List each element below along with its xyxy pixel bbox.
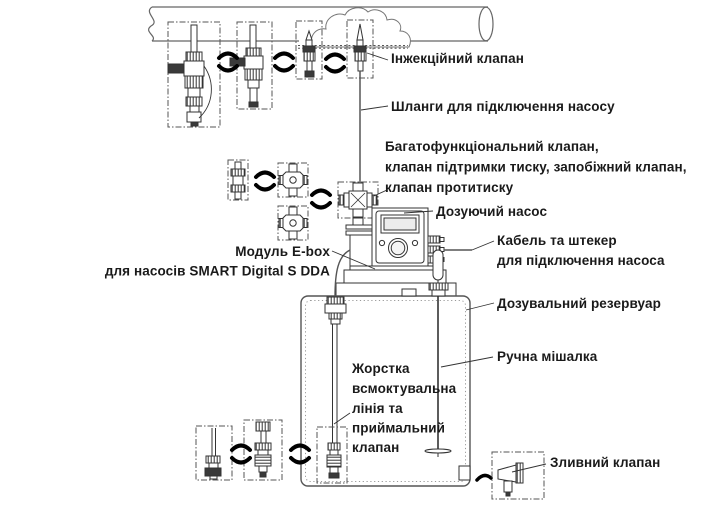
- cross-valve-option: [279, 207, 307, 239]
- label-suction-line: приймальний: [352, 420, 446, 436]
- pump-button-icon: [379, 240, 384, 245]
- label-suction-line: клапан: [352, 440, 400, 455]
- label-manual-mixer: Ручна мішалка: [497, 349, 598, 364]
- label-multifunction-valve: клапан підтримки тиску, запобіжний клапан,: [385, 159, 687, 175]
- ball-valve-handle-icon: [168, 64, 184, 73]
- foot-valve: [327, 443, 341, 478]
- tank-cap-icon: [402, 289, 416, 296]
- pump-button-icon: [412, 240, 417, 245]
- label-suction-line: лінія та: [352, 401, 403, 416]
- label-drain-valve: Зливний клапан: [550, 455, 661, 470]
- mixer-handle-icon: [433, 250, 443, 280]
- label-ebox-module: для насосів SMART Digital S DDA: [104, 263, 330, 279]
- drain-valve: [498, 463, 523, 496]
- leader-line: [367, 53, 388, 60]
- drain-valve-group: [459, 452, 544, 499]
- swap-arrow-icon: [477, 475, 491, 480]
- detail-cloud: [298, 8, 410, 48]
- label-dosing-pump: Дозуючий насос: [436, 204, 548, 219]
- label-suction-line: всмоктувальна: [352, 381, 457, 396]
- multifunction-valve-options: [228, 160, 330, 240]
- tank-drain-fitting: [459, 466, 470, 480]
- label-dosing-tank: Дозувальний резервуар: [497, 296, 661, 311]
- leader-line: [472, 241, 494, 250]
- suction-option-1: [205, 428, 221, 479]
- label-suction-line: Жорстка: [352, 361, 410, 376]
- label-cable: для підключення насоса: [497, 253, 665, 268]
- label-injection-valve: Інжекційний клапан: [391, 51, 525, 66]
- suction-option-2: [255, 422, 271, 477]
- pipe-break-icon: [149, 7, 155, 41]
- mixer-disc-icon: [425, 449, 451, 453]
- label-multifunction-valve: Багатофункціональний клапан,: [385, 139, 599, 154]
- leader-line: [361, 106, 388, 110]
- cross-valve-option: [279, 164, 307, 196]
- suction-line-options: [196, 420, 309, 480]
- injection-valve-option-1: [168, 25, 211, 126]
- label-pump-hoses: Шланги для підключення насосу: [391, 99, 615, 114]
- label-multifunction-valve: клапан протитиску: [385, 180, 514, 195]
- inline-valve-option: [231, 162, 245, 199]
- label-ebox-module: Модуль E-box: [235, 244, 330, 259]
- label-cable: Кабель та штекер: [497, 233, 617, 248]
